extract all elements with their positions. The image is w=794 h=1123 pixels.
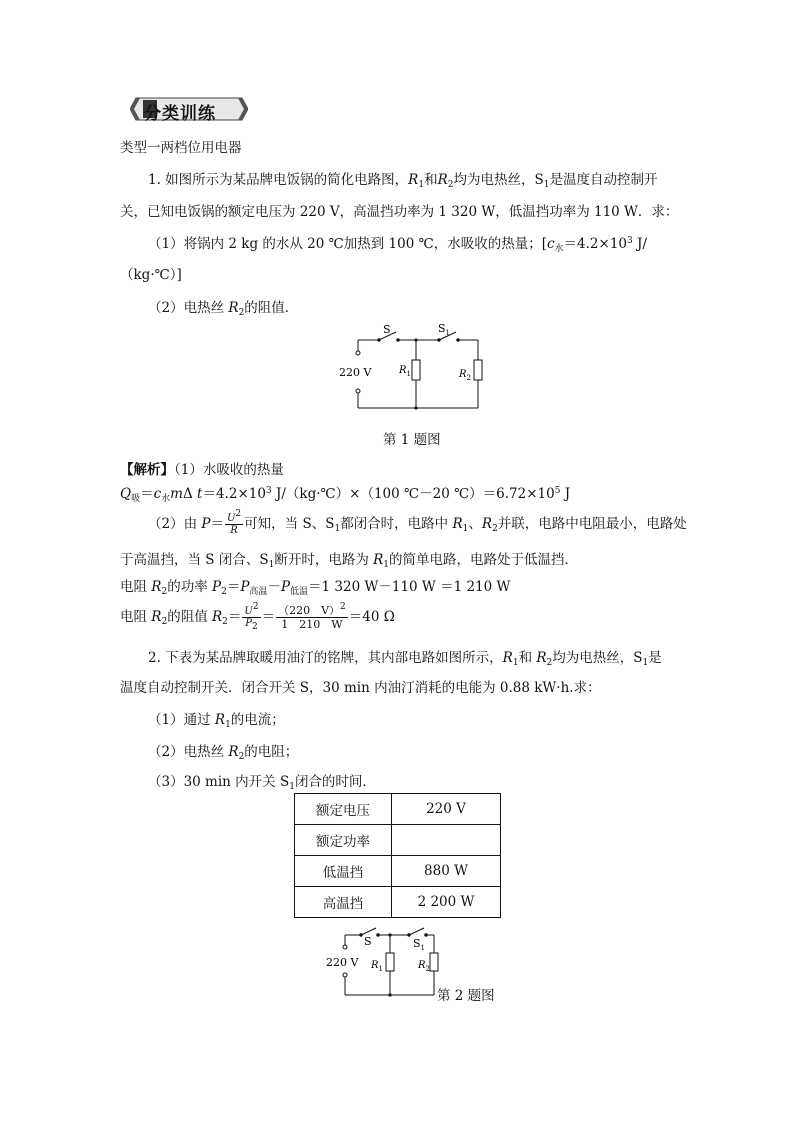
- circuit-diagram-2: [324, 923, 444, 999]
- q2-part3: （3）30 min 内开关 $S_1$闭合的时间．: [148, 774, 376, 792]
- c2-switch-s1-label: $S_1$: [413, 937, 426, 952]
- q1-line2: 关，已知电饭锅的额定电压为 220 V，高温挡功率为 1 320 W，低温挡功率为 110 W．求：: [120, 204, 679, 220]
- q2-line2: 温度自动控制开关．闭合开关 S，30 min 内油汀消耗的电能为 0.88 kW·h.求：: [120, 680, 601, 696]
- spec-value: 220 V: [392, 794, 501, 825]
- section-header-title: 分类训练: [144, 104, 216, 124]
- type-heading: 类型一两档位用电器: [120, 140, 242, 156]
- spec-table: [294, 793, 501, 918]
- q2-line1: 2. 下表为某品牌取暖用油汀的铭牌，其内部电路如图所示，$R_1$和 $R_2$均为电热丝，$S_1$是: [148, 650, 662, 668]
- solution-heat-formula: $Q_吸=c_水m\Delta$ $t=4.2\times 10^3$ J/（kg·℃）×（100 ℃－20 $℃)=6.72\times 10^5$ J: [120, 486, 571, 504]
- solution-label: 【解析】: [120, 462, 174, 478]
- table-row: [295, 856, 501, 887]
- q1-figure-caption: 第 1 题图: [383, 432, 441, 448]
- solution-line1: [120, 458, 284, 478]
- solution-line4: 于高温挡，当 S 闭合、$S_1$断开时，电路为 $R_1$的简单电路，电路处于低温挡．: [120, 552, 579, 570]
- table-row: [295, 825, 501, 856]
- spec-label: 高温挡: [295, 887, 392, 918]
- c1-switch-s-label: S: [383, 323, 391, 336]
- q2-part1: （1）通过 $R_1$的电流；: [148, 712, 285, 730]
- c1-voltage-label: 220 V: [339, 366, 372, 379]
- section-header: [130, 96, 248, 122]
- circuit-diagram-1: [330, 322, 500, 414]
- q2-figure-caption: 第 2 题图: [437, 988, 495, 1004]
- c2-voltage-label: 220 V: [326, 956, 359, 969]
- q1-part1-unit: （kg·℃）]: [120, 267, 182, 283]
- c1-r1-label: $R_1$: [399, 365, 411, 378]
- spec-value: 2 200 W: [392, 887, 501, 918]
- table-row: [295, 887, 501, 918]
- solution-line3: （2）由 P＝ $\frac{U^2}{R}$ 可知，当 S、$S_1$都闭合时，电路中 $R_1$、$R_2$并联，电路中电阻最小，电路处: [148, 509, 687, 536]
- c2-r1-label: $R_1$: [371, 960, 383, 973]
- spec-label: 额定电压: [295, 794, 392, 825]
- c1-r2-label: $R_2$: [459, 369, 471, 382]
- table-row: [295, 794, 501, 825]
- q1-part1: （1）将锅内 2 kg 的水从 20 ℃加热到 100 ℃，水吸收的热量；[$c_水=4.2\times 10^3$ J/: [148, 236, 648, 254]
- c1-switch-s1-label: $S_1$: [438, 322, 451, 337]
- spec-label: 额定功率: [295, 825, 392, 856]
- solution-power: 电阻 $R_2$的功率 $P_2=P_{高温}-P_{低温}=1$ 320 W－110 W ＝1 210 W: [120, 579, 511, 597]
- q1-part2: （2）电热丝 $R_2$的阻值．: [148, 300, 299, 318]
- c2-switch-s-label: S: [364, 935, 372, 948]
- q2-part2: （2）电热丝 $R_2$的电阻；: [148, 744, 299, 762]
- solution-step1: （1）水吸收的热量: [174, 462, 284, 478]
- c2-r2-label: $R_2$: [418, 960, 430, 973]
- q1-line1: 1. 如图所示为某品牌电饭锅的简化电路图，$R_1$和$R_2$均为电热丝，$S_1$是温度自动控制开: [148, 172, 658, 190]
- spec-value: [392, 825, 501, 856]
- solution-resistance: 电阻 $R_2$的阻值 $R_2=$ $\frac{U^2}{P_2}$ ＝ $\frac{(220 V)^2}{1 210 W}$ ＝40 Ω: [120, 602, 395, 632]
- spec-label: 低温挡: [295, 856, 392, 887]
- spec-value: 880 W: [392, 856, 501, 887]
